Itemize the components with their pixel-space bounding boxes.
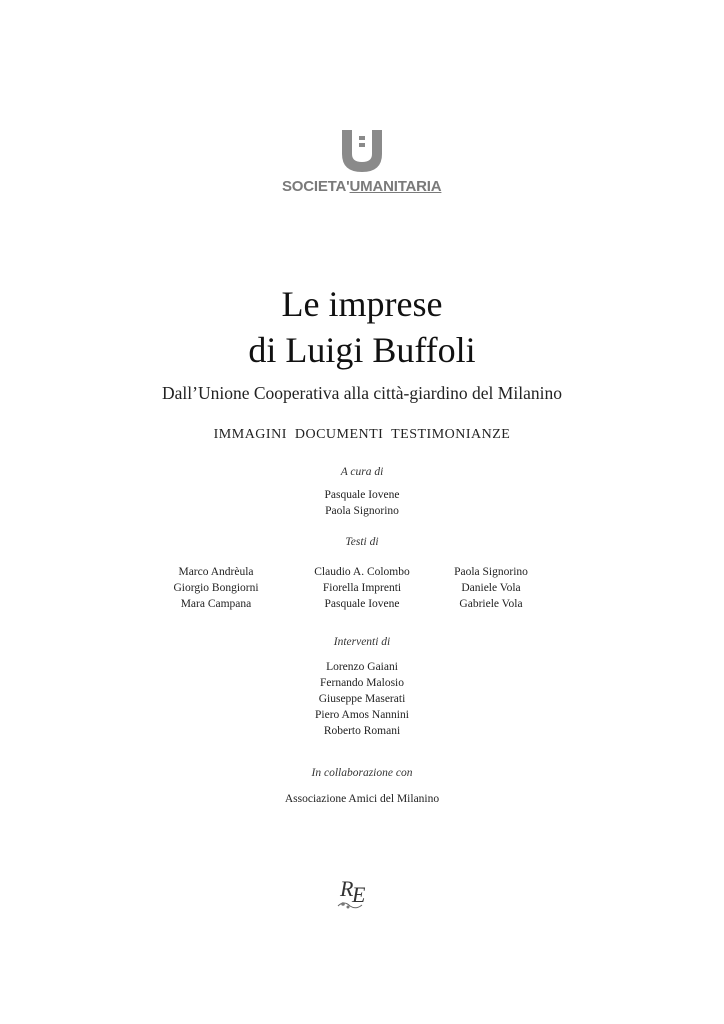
author-name: Marco Andrèula	[178, 566, 254, 578]
editor-name: Pasquale Iovene	[324, 489, 400, 501]
author-name: Mara Campana	[180, 598, 252, 610]
publisher-monogram-icon	[334, 872, 390, 912]
author-name: Claudio A. Colombo	[314, 566, 410, 578]
author-name: Pasquale Iovene	[324, 598, 400, 610]
collaboration-label: In collaborazione con	[311, 767, 413, 779]
interventions-label: Interventi di	[333, 636, 391, 648]
intervention-name: Piero Amos Nannini	[315, 709, 409, 721]
intervention-name: Lorenzo Gaiani	[326, 661, 398, 673]
logo-wordmark	[282, 178, 441, 195]
author-name: Paola Signorino	[454, 566, 528, 578]
editor-name: Paola Signorino	[325, 505, 399, 517]
authors-column-1	[158, 564, 274, 612]
svg-text:R: R	[340, 876, 354, 901]
svg-text:E: E	[352, 882, 366, 907]
logo-societa: SOCIETA'	[282, 178, 350, 195]
author-name: Giorgio Bongiorni	[173, 582, 259, 594]
texts-label: Testi di	[345, 536, 379, 548]
author-name: Daniele Vola	[461, 582, 521, 594]
authors-column-2	[294, 564, 430, 612]
logo-umanitaria: UMANITARIA	[349, 178, 442, 195]
intervention-name: Fernando Malosio	[319, 677, 404, 689]
umanitaria-emblem-icon	[336, 128, 388, 174]
title-line-1: Le imprese	[281, 284, 443, 324]
authors-column-3	[440, 564, 542, 612]
intervention-name: Giuseppe Maserati	[318, 693, 406, 705]
editors-label: A cura di	[340, 466, 384, 478]
subtitle: Dall’Unione Cooperativa alla città-giardino del Milanino	[162, 383, 562, 403]
collaboration-name: Associazione Amici del Milanino	[284, 793, 440, 805]
intervention-name: Roberto Romani	[323, 725, 401, 737]
section-caps: IMMAGINI DOCUMENTI TESTIMONIANZE	[213, 427, 511, 442]
societa-umanitaria-logo	[0, 128, 724, 195]
author-name: Fiorella Imprenti	[322, 582, 402, 594]
author-name: Gabriele Vola	[459, 598, 523, 610]
title-line-2: di Luigi Buffoli	[248, 330, 476, 370]
